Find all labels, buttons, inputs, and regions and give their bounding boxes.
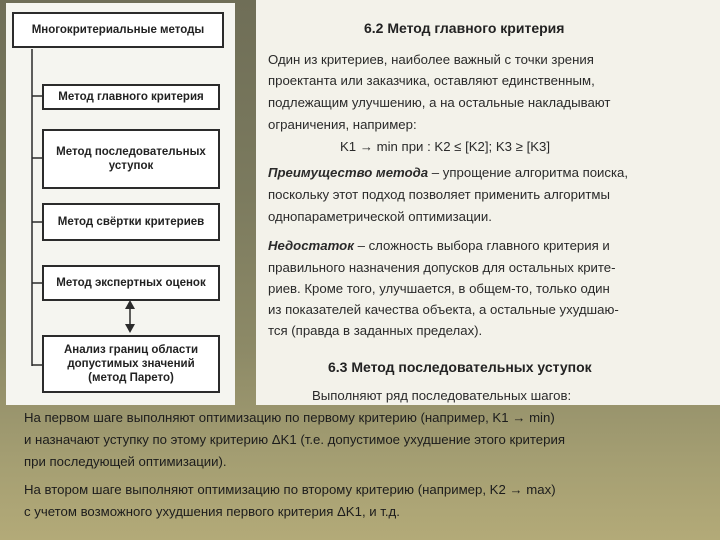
advantage-line xyxy=(268,164,628,182)
drawback-label: Недостаток xyxy=(268,238,354,253)
step1-line: при последующей оптимизации). xyxy=(24,454,227,469)
drawback-line: тся (правда в заданных пределах). xyxy=(268,323,483,338)
drawback-line: правильного назначения допусков для остальных крите- xyxy=(268,260,616,275)
steps-intro: Выполняют ряд последовательных шагов: xyxy=(312,388,572,403)
section-heading-sequential: 6.3 Метод последовательных уступок xyxy=(328,359,592,375)
advantage-text: – упрощение алгоритма поиска, xyxy=(428,165,629,180)
advantage-line: поскольку этот подход позволяет применить алгоритмы xyxy=(268,187,610,202)
paragraph-line: Один из критериев, наиболее важный с точки зрения xyxy=(268,52,594,67)
diagram-panel xyxy=(6,3,235,405)
advantage-line: однопараметрической оптимизации. xyxy=(268,209,492,224)
box-pareto-analysis: Анализ границ области допустимых значений (метод Парето) xyxy=(42,335,220,393)
drawback-text: – сложность выбора главного критерия и xyxy=(353,238,610,253)
step1-line: и назначают уступку по этому критерию ΔK1 (т.е. допустимое ухудшение этого критерия xyxy=(24,432,565,447)
step2-line: с учетом возможного ухудшения первого критерия ΔK1, и т.д. xyxy=(24,504,400,519)
box-main-criterion: Метод главного критерия xyxy=(42,84,220,110)
box-sequential-concessions: Метод последовательных уступок xyxy=(42,129,220,189)
arrow-down-head xyxy=(125,324,135,333)
section-heading-main-criterion: 6.2 Метод главного критерия xyxy=(364,20,565,36)
arrow-up-head xyxy=(125,300,135,309)
advantage-label: Преимущество метода xyxy=(268,165,429,180)
paragraph-line: ограничения, например: xyxy=(268,117,417,132)
paragraph-line: проектанта или заказчика, оставляют единственным, xyxy=(268,73,595,88)
formula: K1 → min при : K2 ≤ [K2]; K3 ≥ [K3] xyxy=(340,139,551,154)
paragraph-line: подлежащим улучшению, а на остальные накладывают xyxy=(268,95,611,110)
step2-line: На втором шаге выполняют оптимизацию по второму критерию (например, K2 → max) xyxy=(24,482,556,497)
box-expert-estimates: Метод экспертных оценок xyxy=(42,265,220,301)
step1-line: На первом шаге выполняют оптимизацию по первому критерию (например, K1 → min) xyxy=(24,410,555,425)
drawback-line: из показателей качества объекта, а остальные ухудшаю- xyxy=(268,302,619,317)
box-criteria-convolution: Метод свёртки критериев xyxy=(42,203,220,241)
drawback-line xyxy=(268,237,610,255)
drawback-line: риев. Кроме того, улучшается, в общем-то, только один xyxy=(268,281,610,296)
box-multicriteria: Многокритериальные методы xyxy=(12,12,224,48)
